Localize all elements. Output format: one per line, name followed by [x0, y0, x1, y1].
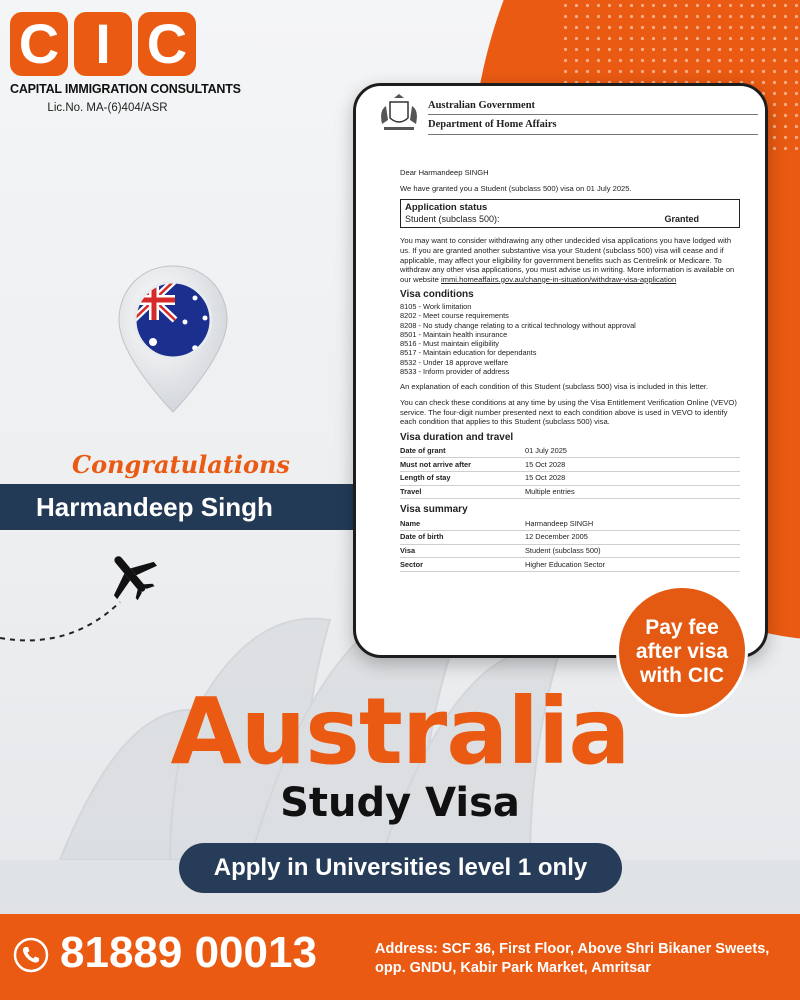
- phone-icon: [13, 937, 49, 973]
- department-name: Department of Home Affairs: [428, 119, 557, 130]
- letter-greeting: Dear Harmandeep SINGH: [400, 168, 489, 177]
- application-status-box: [400, 199, 740, 228]
- badge-line: Pay fee: [645, 616, 719, 639]
- summary-key: Sector: [400, 558, 525, 572]
- summary-value: Harmandeep SINGH: [525, 517, 740, 530]
- list-item: 8533 - Inform provider of address: [400, 367, 510, 377]
- office-address: Address: SCF 36, First Floor, Above Shri Bikaner Sweets, opp. GNDU, Kabir Park Market, Amritsar: [375, 941, 770, 976]
- duration-value: Multiple entries: [525, 485, 740, 499]
- company-name: CAPITAL IMMIGRATION CONSULTANTS: [10, 82, 241, 96]
- footer-bar: [0, 914, 800, 1000]
- duration-key: Length of stay: [400, 471, 525, 485]
- australia-flag-pin-icon: [113, 262, 233, 422]
- list-item: 8105 - Work limitation: [400, 301, 472, 311]
- letter-header: [356, 86, 765, 144]
- license-number: Lic.No. MA-(6)404/ASR: [47, 102, 168, 114]
- cic-logo: [10, 12, 241, 114]
- logo-letter-c1: C: [10, 12, 68, 76]
- headline-study-visa: Study Visa: [280, 780, 520, 826]
- summary-key: Visa: [400, 544, 525, 558]
- headline-australia: Australia: [170, 678, 630, 785]
- table-row: [400, 517, 740, 530]
- letter-body: [400, 168, 740, 576]
- explanation-paragraph: An explanation of each condition of this Student (subclass 500) visa is included in this letter.: [400, 382, 709, 392]
- summary-table: [400, 517, 740, 572]
- list-item: 8202 - Meet course requirements: [400, 311, 509, 321]
- table-row: [400, 558, 740, 572]
- header-divider: [428, 114, 758, 115]
- summary-value: 12 December 2005: [525, 530, 740, 544]
- duration-value: 15 Oct 2028: [525, 471, 740, 485]
- phone-number[interactable]: 81889 00013: [60, 928, 317, 977]
- airplane-icon: [0, 540, 180, 660]
- table-row: [400, 530, 740, 544]
- status-title: Application status: [405, 202, 488, 214]
- summary-title: Visa summary: [400, 504, 468, 516]
- government-name: Australian Government: [428, 100, 536, 111]
- logo-letter-i: I: [74, 12, 132, 76]
- list-item: 8532 - Under 18 approve welfare: [400, 357, 509, 367]
- duration-value: 15 Oct 2028: [525, 458, 740, 472]
- duration-key: Date of grant: [400, 444, 525, 457]
- duration-key: Must not arrive after: [400, 458, 525, 472]
- list-item: 8517 - Maintain education for dependants: [400, 348, 537, 358]
- table-row: [400, 544, 740, 558]
- badge-line: after visa: [635, 640, 729, 663]
- header-divider: [428, 134, 758, 135]
- congratulations-text: Congratulations: [72, 450, 290, 479]
- duration-table: [400, 444, 740, 499]
- apply-universities-banner: Apply in Universities level 1 only: [179, 843, 622, 893]
- vevo-paragraph: You can check these conditions at any time by using the Visa Entitlement Verification Online (VEVO) service. The four-digit number presented next to each condition above is used in VEVO to identify each condition that applies to this Student (subclass 500) visa.: [400, 397, 737, 427]
- conditions-title: Visa conditions: [400, 289, 474, 301]
- duration-title: Visa duration and travel: [400, 431, 514, 443]
- visa-grant-letter: [353, 83, 768, 658]
- list-item: 8516 - Must maintain eligibility: [400, 339, 499, 349]
- list-item: 8501 - Maintain health insurance: [400, 329, 508, 339]
- logo-letter-c2: C: [138, 12, 196, 76]
- duration-value: 01 July 2025: [525, 444, 740, 457]
- coat-of-arms-icon: [376, 94, 422, 134]
- withdraw-paragraph: [400, 236, 740, 284]
- summary-value: Higher Education Sector: [525, 558, 740, 572]
- grant-line: We have granted you a Student (subclass 500) visa on 01 July 2025.: [400, 183, 632, 193]
- status-value: Granted: [664, 213, 699, 224]
- table-row: [400, 444, 740, 457]
- conditions-list: [400, 302, 740, 376]
- summary-key: Date of birth: [400, 530, 525, 544]
- withdraw-text: You may want to consider withdrawing any other undecided visa applications you have lodged with us. If you are granted another substantive visa your Student (subclass 500) visa will cease and if applicable, may affect your eligibility for government benefits such as Centrelink or Medicare. To withdraw any other visa applications, you must advise us in writing. More information is available on our website: [400, 236, 735, 284]
- duration-key: Travel: [400, 485, 525, 499]
- summary-key: Name: [400, 517, 525, 530]
- table-row: [400, 485, 740, 499]
- status-label: Student (subclass 500):: [405, 213, 500, 224]
- summary-value: Student (subclass 500): [525, 544, 740, 558]
- withdraw-link[interactable]: immi.homeaffairs.gov.au/change-in-situation/withdraw-visa-application: [440, 274, 677, 284]
- table-row: [400, 458, 740, 472]
- list-item: 8208 - No study change relating to a critical technology without approval: [400, 320, 636, 330]
- client-name-banner: Harmandeep Singh: [0, 484, 355, 530]
- table-row: [400, 471, 740, 485]
- badge-line: with CIC: [640, 664, 724, 687]
